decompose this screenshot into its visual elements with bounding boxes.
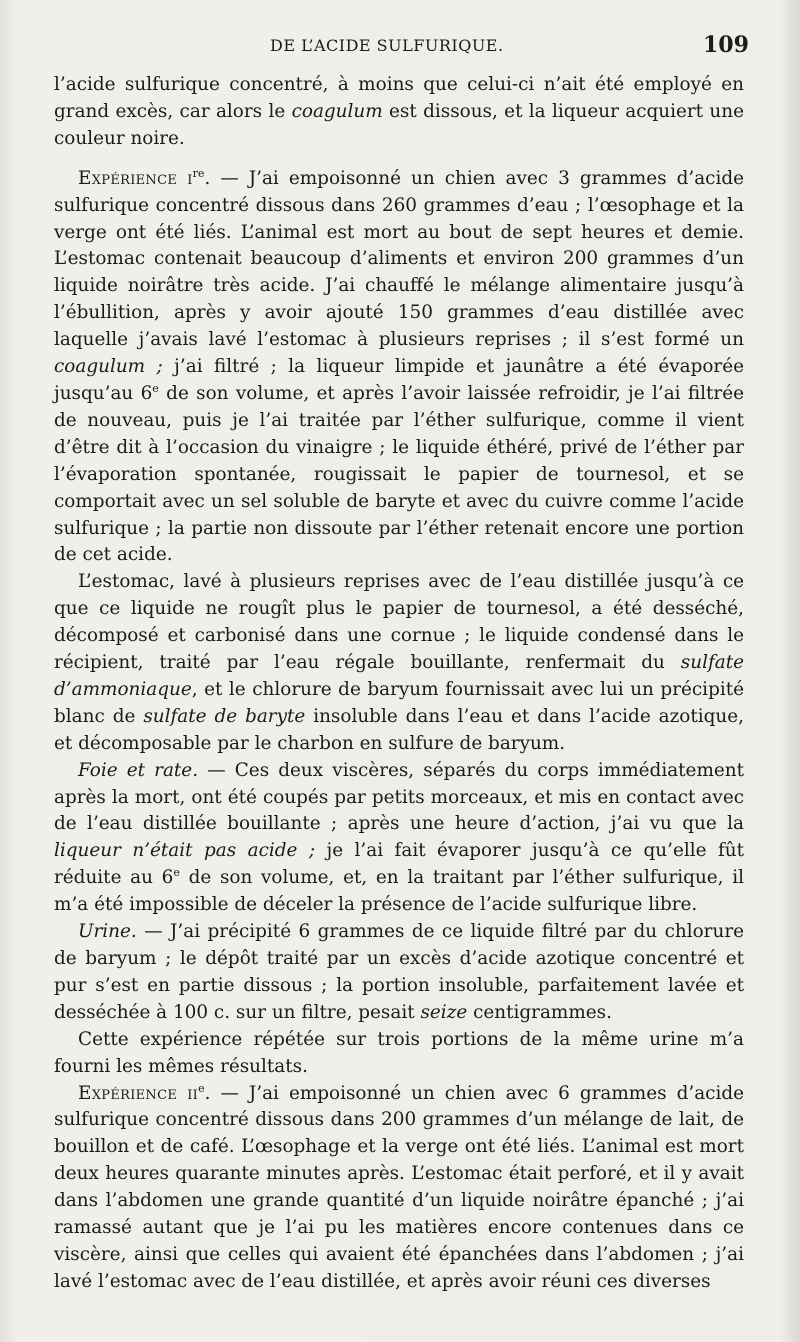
paragraph-foie-rate: Foie et rate. — Ces deux viscères, séparés du corps immédiatement après la mort, ont été coupés par petits morceaux, et mis en contact avec de l’eau distillée bouillante ; après une heure d’action, j’ai vu que la liqueur n’était pas acide ; je l’ai fait évaporer jusqu’à ce qu’elle fût réduite au 6e de son volume, et, en la traitant par l’éther sulfurique, il m’a été impossible de déceler la présence de l’acide sulfurique libre. (54, 759, 745, 916)
running-title: DE L’ACIDE SULFURIQUE. (270, 36, 504, 55)
paragraph-1: l’acide sulfurique concentré, à moins que celui-ci n’ait été employé en grand excès, car alors le coagulum est dissous, et la liqueur acquiert une couleur noire. (54, 74, 744, 149)
experience-label: Expérience (78, 167, 178, 189)
paragraph-experience-2: Expérience $ii^e$. — J’ai empoisonné un chien avec 6 grammes d’acide sulfurique concentré dissous dans 200 grammes d’un mélange de lait, de bouillon et de café. L’œsophage et la verge ont été liés. L’animal est mort deux heures quarante minutes après. L’estomac était perforé, et il y avait dans l’abdomen une grande quantité d’un liquide noirâtre épanché ; j’ai ramassé autant que je l’ai pu les matières encore contenues dans ce viscère, ainsi que celles qui avaient été épanchées dans l’abdomen ; j’ai lavé l’estomac avec de l’eau distillée, et après avoir réuni ces diverses (54, 1081, 744, 1292)
page-header (0, 28, 800, 62)
paragraph-estomac: L’estomac, lavé à plusieurs reprises avec de l’eau distillée jusqu’à ce que ce liquide ne rougît plus le papier de tournesol, a été desséché, décomposé et carbonisé dans une cornue ; le liquide condensé dans le récipient, traité par l’eau régale bouillante, renfermait du sulfate d’ammoniaque, et le chlorure de baryum fournissait avec lui un précipité blanc de sulfate de baryte insoluble dans l’eau et dans l’acide azotique, et décomposable par le charbon en sulfure de baryum. (54, 571, 744, 754)
paragraph-repetition: Cette expérience répétée sur trois portions de la même urine m’a fourni les mêmes résultats. (54, 1028, 744, 1077)
experience-label: Expérience (78, 1082, 178, 1104)
page-number: 109 (703, 32, 749, 58)
paragraph-urine: Urine. — J’ai précipité 6 grammes de ce liquide filtré par du chlorure de baryum ; le dépôt traité par un excès d’acide azotique concentré et pur s’est en partie dissous ; la portion insoluble, parfaitement lavée et desséchée à 100 c. sur un filtre, pesait seize centigrammes. (54, 921, 744, 1023)
body-text (54, 72, 744, 1296)
paragraph-experience-1: Expérience $i^{re}$. — J’ai empoisonné un chien avec 3 grammes d’acide sulfurique concentré dissous dans 260 grammes d’eau ; l’œsophage et la verge ont été liés. L’animal est mort au bout de sept heures et demie. L’estomac contenait beaucoup d’aliments et environ 200 grammes d’un liquide noirâtre très acide. J’ai chauffé le mélange alimentaire jusqu’à l’ébullition, après y avoir ajouté 150 grammes d’eau distillée avec laquelle j’avais lavé l’estomac à plusieurs reprises ; il s’est formé un coagulum ; j’ai filtré ; la liqueur limpide et jaunâtre a été évaporée jusqu’au 6e de son volume, et après l’avoir laissée refroidir, je l’ai filtrée de nouveau, puis je l’ai traitée par l’éther sulfurique, comme il vient d’être dit à l’occasion du vinaigre ; le liquide éthéré, privé de l’éther par l’évaporation spontanée, rougissait le papier de tournesol, et se comportait avec un sel soluble de baryte et avec du cuivre comme l’acide sulfurique ; la partie non dissoute par l’éther retenait encore une portion de cet acide. (54, 166, 744, 566)
